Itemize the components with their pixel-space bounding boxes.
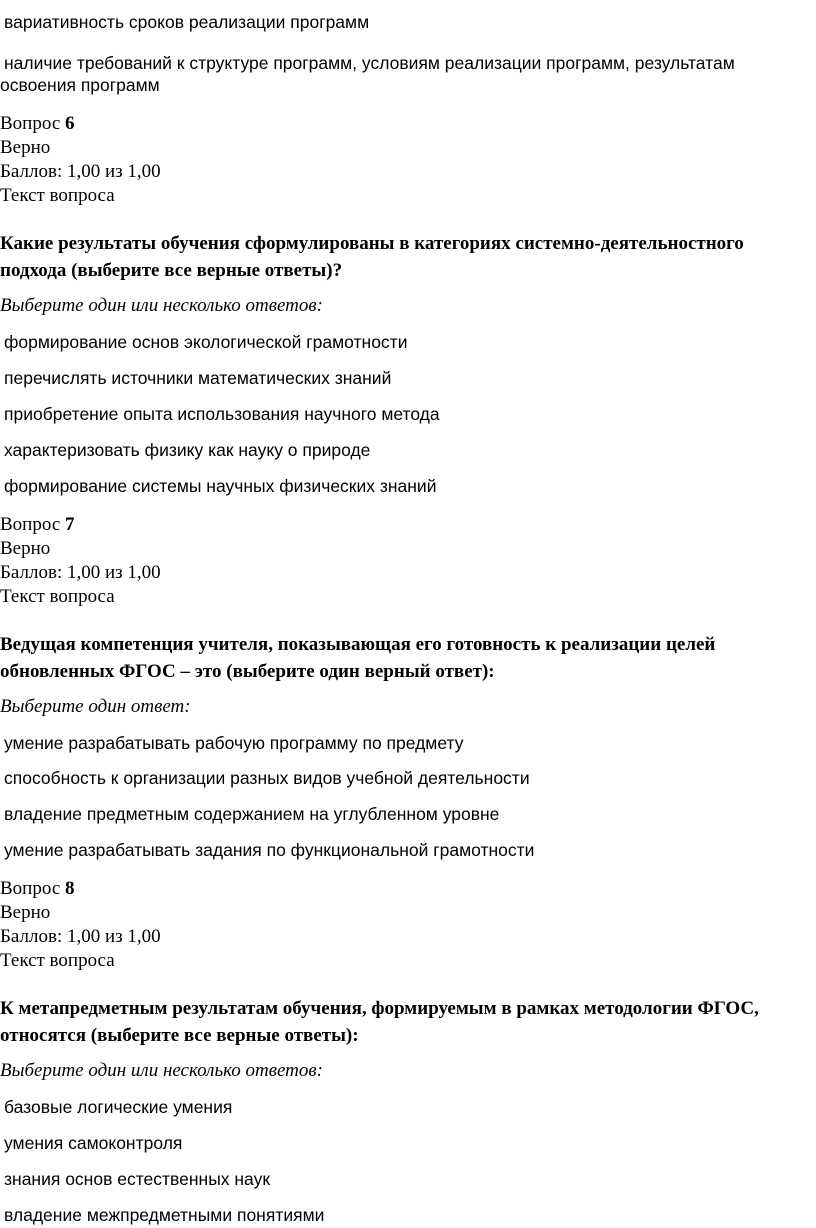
question-number: 6 <box>65 113 75 134</box>
question-label: Вопрос <box>0 514 61 535</box>
question-score: Баллов: 1,00 из 1,00 <box>0 562 161 583</box>
question-text-label: Текст вопроса <box>0 185 115 206</box>
answer-option[interactable]: наличие требований к структуре программ, условиям реализации программ, результатам освоения программ <box>0 53 735 95</box>
answer-option[interactable]: приобретение опыта использования научного метода <box>4 404 440 424</box>
question-text: Ведущая компетенция учителя, показывающая его готовность к реализации целей обновленных ФГОС – это (выберите один верный ответ): <box>0 634 716 682</box>
answer-option[interactable]: базовые логические умения <box>4 1097 233 1117</box>
answer-option[interactable]: знания основ естественных наук <box>4 1169 270 1189</box>
question-text-label: Текст вопроса <box>0 950 115 971</box>
question-text: Какие результаты обучения сформулированы в категориях системно-деятельностного подхода (выберите все верные ответы)? <box>0 233 744 281</box>
question-number: 7 <box>65 514 75 535</box>
question-text: К метапредметным результатам обучения, формируемым в рамках методологии ФГОС, относятся (выберите все верные ответы): <box>0 998 759 1046</box>
answer-option[interactable]: умения самоконтроля <box>4 1133 183 1153</box>
question-header <box>0 877 75 901</box>
question-score: Баллов: 1,00 из 1,00 <box>0 161 161 182</box>
answer-prompt: Выберите один ответ: <box>0 696 191 717</box>
question-status: Верно <box>0 538 51 559</box>
question-label: Вопрос <box>0 113 61 134</box>
answer-option[interactable]: умение разрабатывать рабочую программу по предмету <box>4 733 464 753</box>
answer-prompt: Выберите один или несколько ответов: <box>0 295 323 316</box>
answer-option[interactable]: владение предметным содержанием на углубленном уровне <box>4 804 500 824</box>
answer-option[interactable]: способность к организации разных видов учебной деятельности <box>4 768 530 788</box>
answer-option[interactable]: формирование основ экологической грамотности <box>4 332 408 352</box>
question-score: Баллов: 1,00 из 1,00 <box>0 926 161 947</box>
answer-option[interactable]: перечислять источники математических знаний <box>4 368 392 388</box>
question-header <box>0 513 75 537</box>
answer-option[interactable]: владение межпредметными понятиями <box>4 1205 325 1225</box>
question-status: Верно <box>0 902 51 923</box>
question-label: Вопрос <box>0 878 61 899</box>
question-header <box>0 112 75 136</box>
answer-option[interactable]: вариативность сроков реализации программ <box>4 12 370 32</box>
answer-prompt: Выберите один или несколько ответов: <box>0 1060 323 1081</box>
question-status: Верно <box>0 137 51 158</box>
answer-option[interactable]: характеризовать физику как науку о природе <box>4 440 371 460</box>
answer-option[interactable]: формирование системы научных физических знаний <box>4 476 437 496</box>
question-number: 8 <box>65 878 75 899</box>
question-text-label: Текст вопроса <box>0 586 115 607</box>
answer-option[interactable]: умение разрабатывать задания по функциональной грамотности <box>4 840 535 860</box>
